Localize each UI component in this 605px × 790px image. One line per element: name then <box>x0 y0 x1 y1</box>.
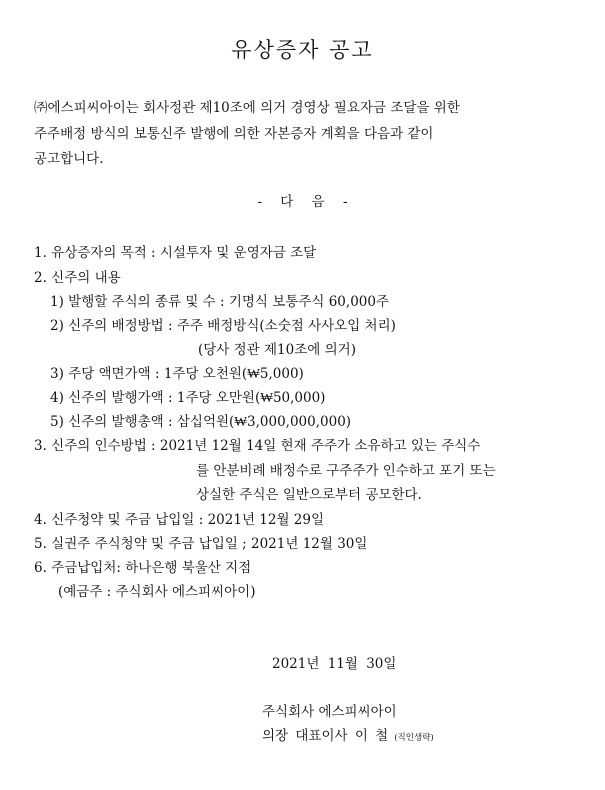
item-subscription-method-line-3: 상실한 주식은 일반으로부터 공모한다. <box>196 487 422 503</box>
subitem-par-value: 3) 주당 액면가액 : 1주당 오천원(₩5,000) <box>50 366 304 382</box>
company-name: 주식회사 에스피씨아이 <box>262 704 397 720</box>
separator-heading: - 다 음 - <box>257 194 348 210</box>
item-subscription-method: 3. 신주의 인수방법 : 2021년 12월 14일 현재 주주가 소유하고 있는 주식수 <box>34 438 481 454</box>
subitem-issue-price: 4) 신주의 발행가액 : 1주당 오만원(₩50,000) <box>50 390 326 406</box>
representative-name: 의장 대표이사 이 철 <box>262 728 389 744</box>
intro-line-3: 공고합니다. <box>34 151 104 167</box>
item-subscription-date: 4. 신주청약 및 주금 납입일 : 2021년 12월 29일 <box>34 512 325 528</box>
item-new-shares: 2. 신주의 내용 <box>34 270 121 286</box>
item-purpose: 1. 유상증자의 목적 : 시설투자 및 운영자금 조달 <box>34 245 317 261</box>
item-payment-bank: 6. 주금납입처: 하나은행 북울산 지점 <box>34 560 252 576</box>
subitem-share-type: 1) 발행할 주식의 종류 및 수 : 기명식 보통주식 60,000주 <box>50 294 389 310</box>
intro-line-1: ㈜에스피씨아이는 회사정관 제10조에 의거 경영상 필요자금 조달을 위한 <box>34 100 460 116</box>
signature-line <box>262 728 434 746</box>
notice-date: 2021년 11월 30일 <box>272 656 397 672</box>
item-forfeited-shares-date: 5. 실권주 주식청약 및 주금 납입일 ; 2021년 12월 30일 <box>34 536 368 552</box>
subitem-allocation: 2) 신주의 배정방법 : 주주 배정방식(소숫점 사사오입 처리) <box>50 318 396 334</box>
intro-line-2: 주주배정 방식의 보통신주 발행에 의한 자본증자 계획을 다음과 같이 <box>34 126 434 142</box>
subitem-total-amount: 5) 신주의 발행총액 : 삼십억원(₩3,000,000,000) <box>50 414 352 430</box>
document-title: 유상증자 공고 <box>231 38 374 62</box>
seal-omitted-note: (직인생략) <box>394 733 434 743</box>
item-account-holder: (예금주 : 주식회사 에스피씨아이) <box>58 584 256 600</box>
item-subscription-method-line-2: 를 안분비례 배정수로 구주주가 인수하고 포기 또는 <box>196 463 496 479</box>
subitem-allocation-note: (당사 정관 제10조에 의거) <box>198 342 356 358</box>
